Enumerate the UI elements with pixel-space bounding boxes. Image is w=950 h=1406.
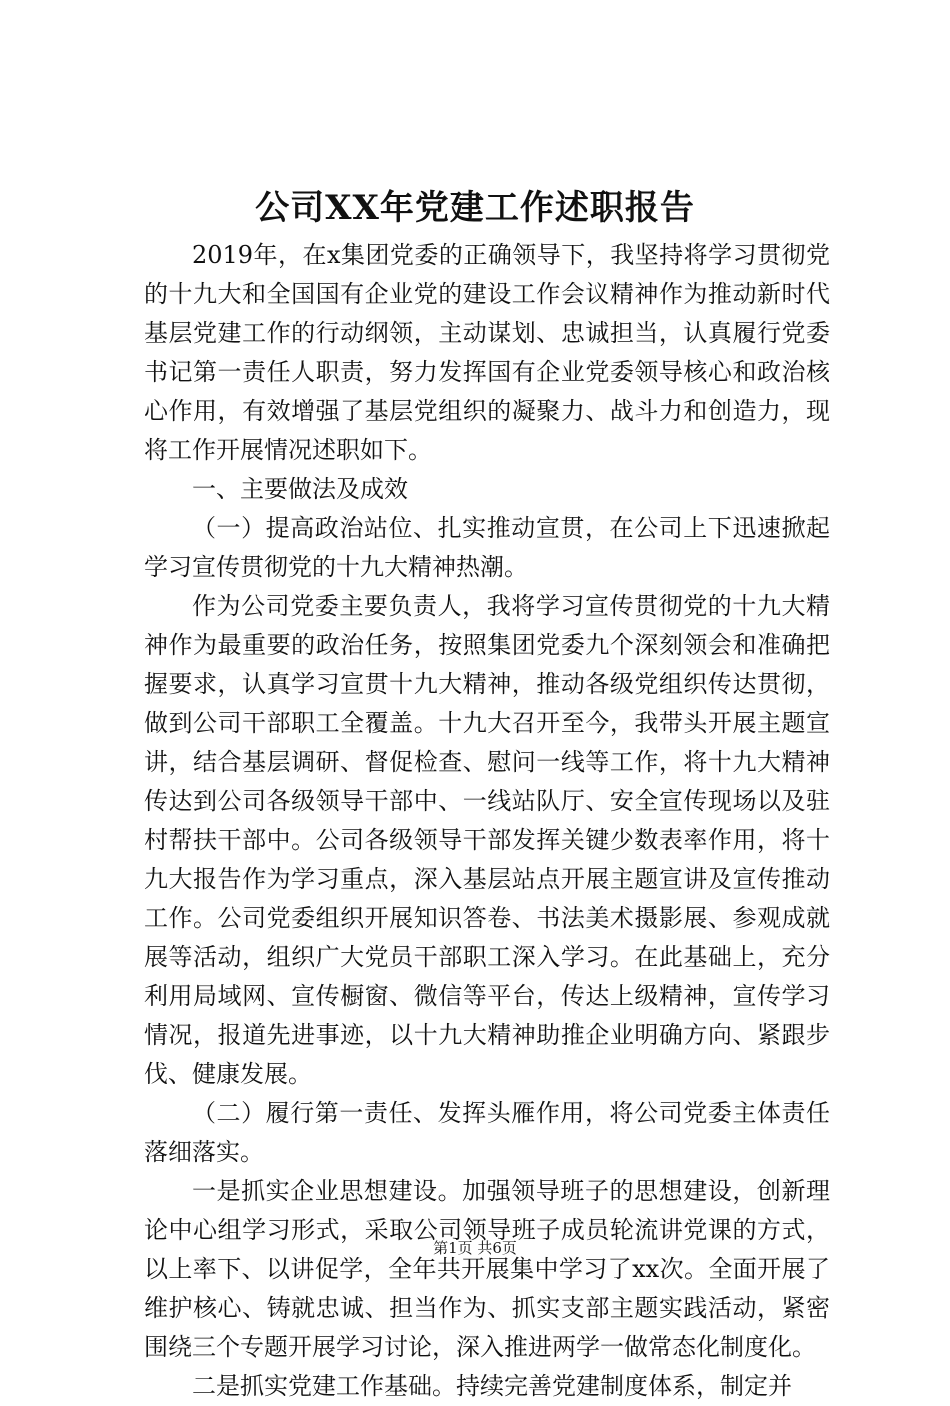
page-number: 第1页 共6页 bbox=[433, 1239, 517, 1257]
subsection-heading-political-stance: （一）提高政治站位、扎实推动宣贯，在公司上下迅速掀起学习宣传贯彻党的十九大精神热潮。 bbox=[144, 514, 830, 581]
paragraph-intro: 2019年，在x集团党委的正确领导下，我坚持将学习贯彻党的十九大和全国国有企业党的建设工作会议精神作为推动新时代基层党建工作的行动纲领，主动谋划、忠诚担当，认真履行党委书记第一责任人职责，努力发挥国有企业党委领导核心和政治核心作用，有效增强了基层党组织的凝聚力、战斗力和创造力，现将工作开展情况述职如下。 bbox=[144, 241, 830, 464]
subsection-heading-first-responsibility: （二）履行第一责任、发挥头雁作用，将公司党委主体责任落细落实。 bbox=[144, 1099, 830, 1166]
section-heading-main-practices: 一、主要做法及成效 bbox=[192, 475, 408, 503]
paragraph-study-promotion: 作为公司党委主要负责人，我将学习宣传贯彻党的十九大精神作为最重要的政治任务，按照集团党委九个深刻领会和准确把握要求，认真学习宣贯十九大精神，推动各级党组织传达贯彻，做到公司干部职工全覆盖。十九大召开至今，我带头开展主题宣讲，结合基层调研、督促检查、慰问一线等工作，将十九大精神传达到公司各级领导干部中、一线站队厅、安全宣传现场以及驻村帮扶干部中。公司各级领导干部发挥关键少数表率作用，将十九大报告作为学习重点，深入基层站点开展主题宣讲及宣传推动工作。公司党委组织开展知识答卷、书法美术摄影展、参观成就展等活动，组织广大党员干部职工深入学习。在此基础上，充分利用局域网、宣传橱窗、微信等平台，传达上级精神，宣传学习情况，报道先进事迹，以十九大精神助推企业明确方向、紧跟步伐、健康发展。 bbox=[144, 592, 830, 1088]
document-title: 公司XX年党建工作述职报告 bbox=[255, 188, 695, 228]
document-body bbox=[144, 236, 830, 1406]
paragraph-ideological-building: 一是抓实企业思想建设。加强领导班子的思想建设，创新理论中心组学习形式，采取公司领导班子成员轮流讲党课的方式，以上率下、以讲促学，全年共开展集中学习了xx次。全面开展了维护核心、铸就忠诚、担当作为、抓实支部主题实践活动，紧密围绕三个专题开展学习讨论，深入推进两学一做常态化制度化。 bbox=[144, 1177, 830, 1361]
paragraph-party-building-foundation: 二是抓实党建工作基础。持续完善党建制度体系，制定并 bbox=[192, 1372, 792, 1400]
